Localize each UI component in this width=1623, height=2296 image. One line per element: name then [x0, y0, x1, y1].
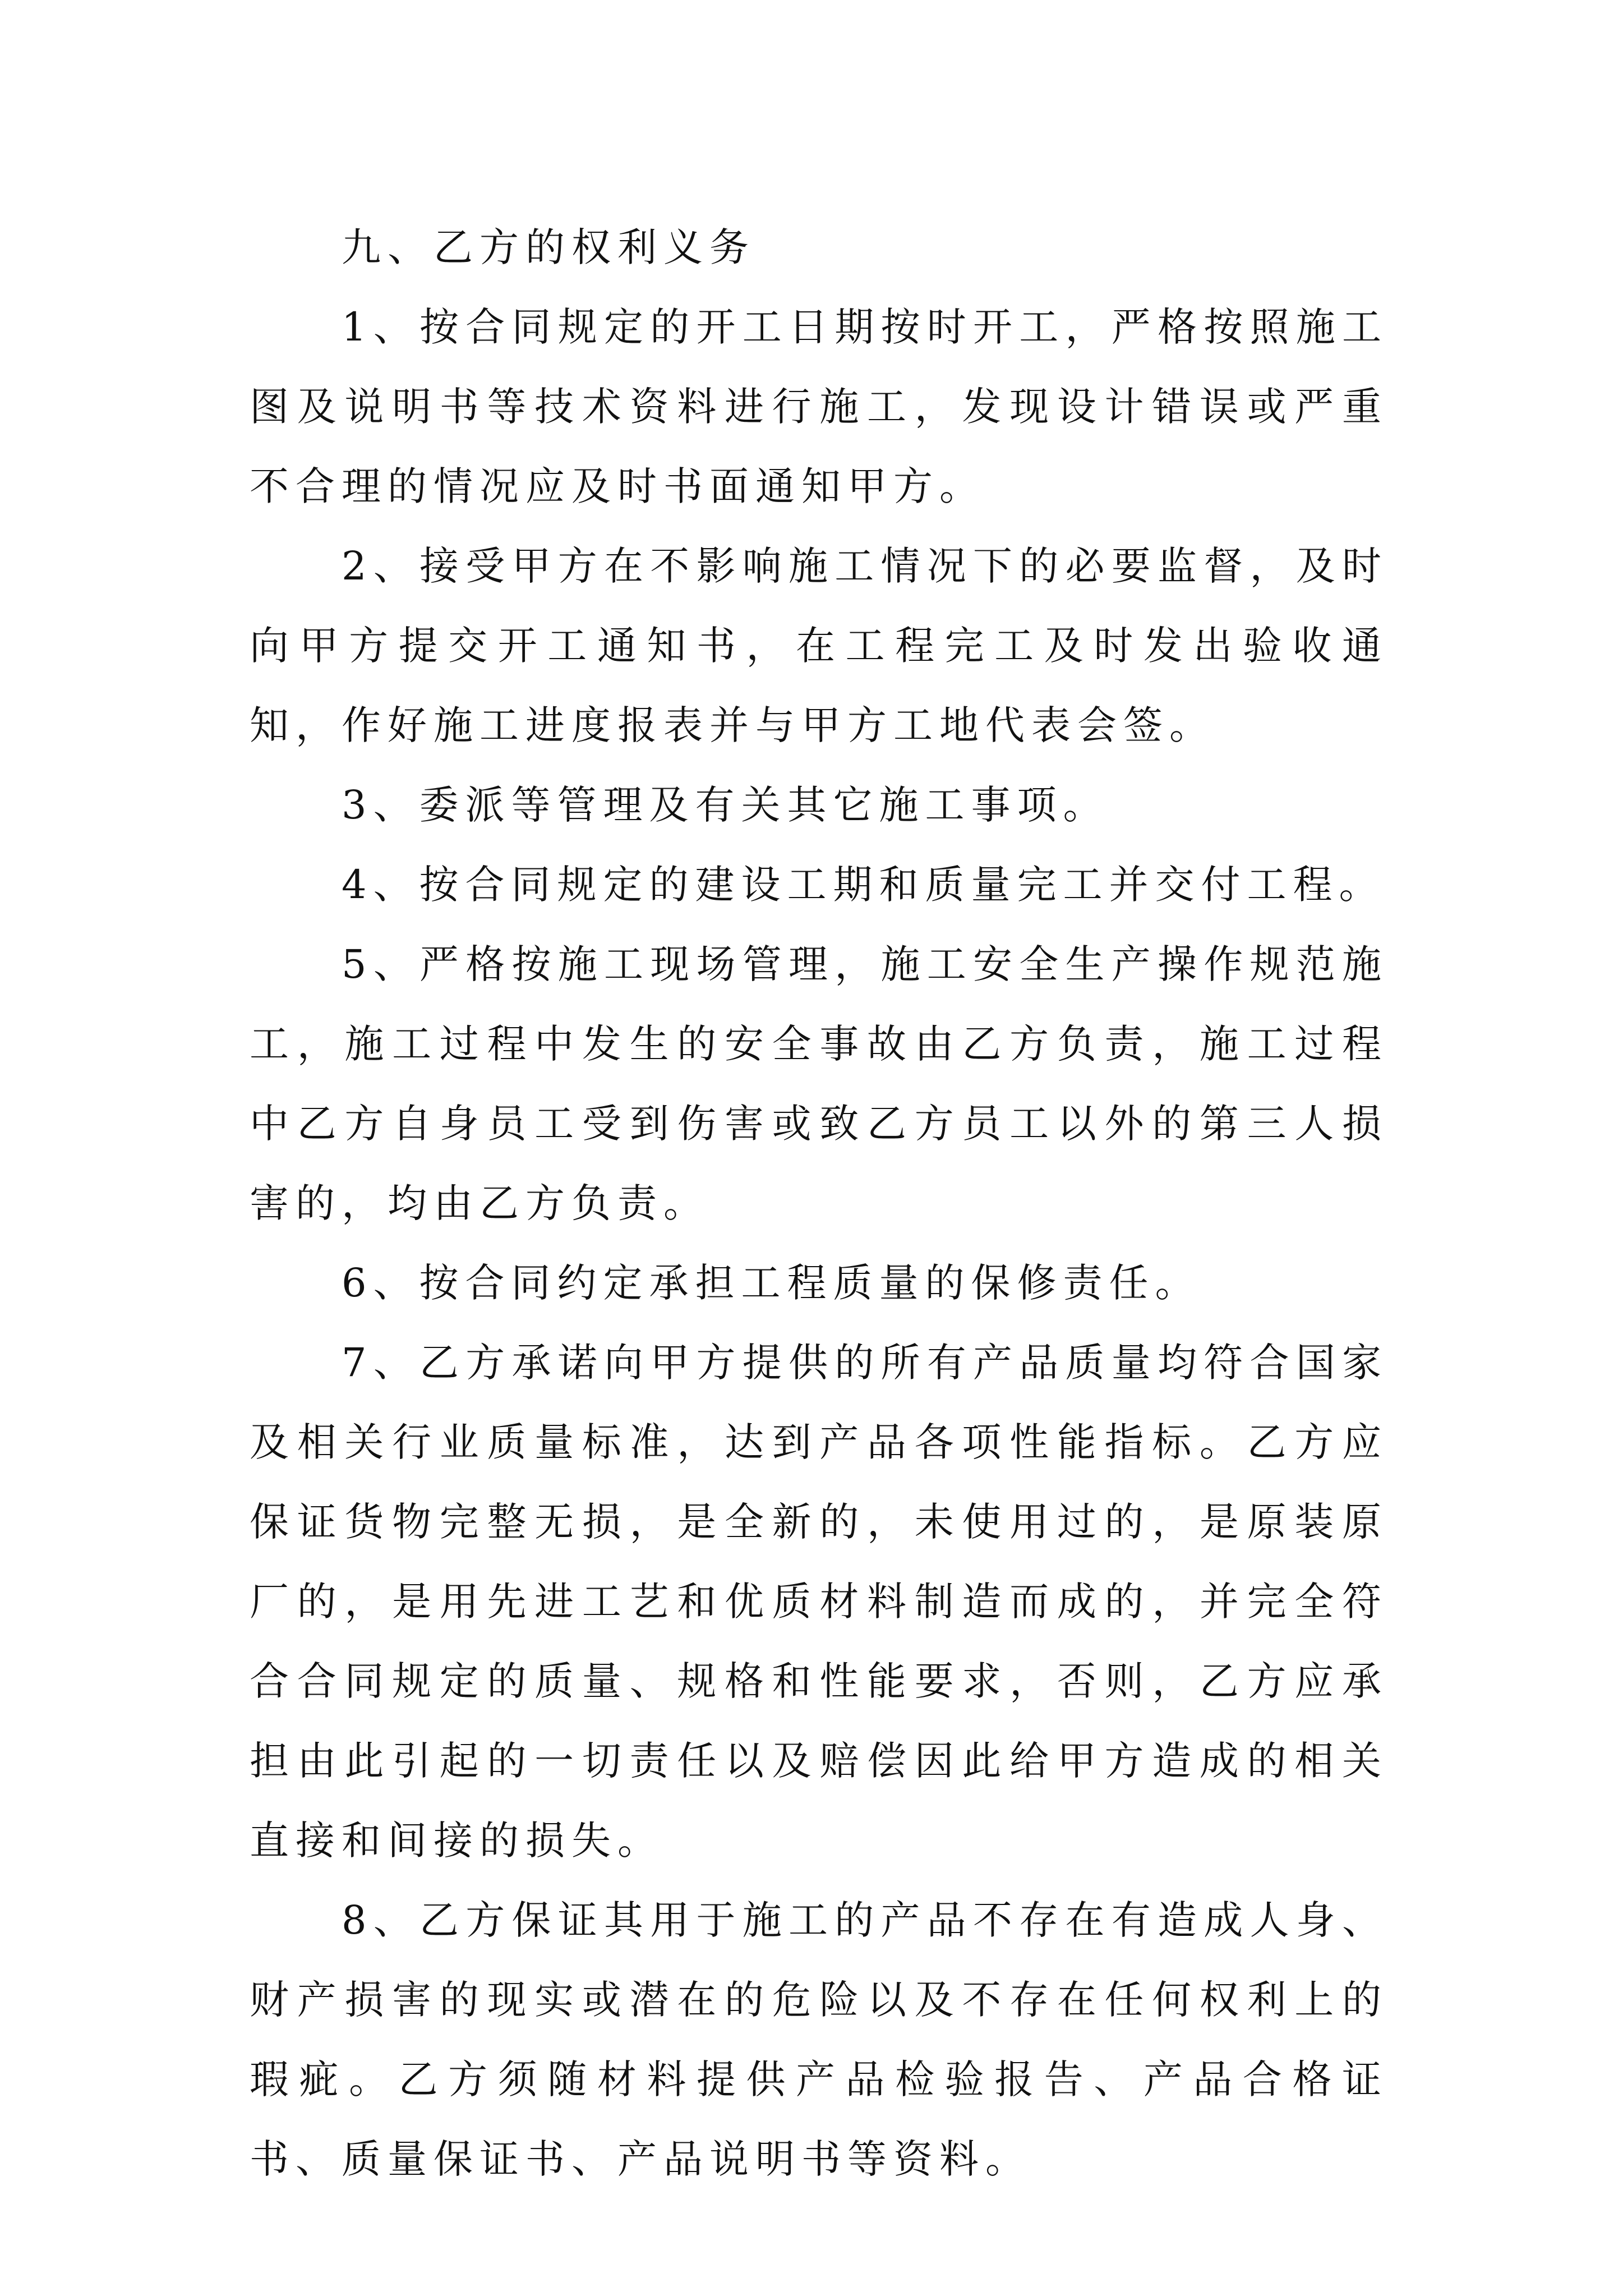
clause-2: 2、接受甲方在不影响施工情况下的必要监督，及时向甲方提交开工通知书，在工程完工及时发出验收通知，作好施工进度报表并与甲方工地代表会签。 — [250, 543, 1388, 748]
clause-3: 3、委派等管理及有关其它施工事项。 — [342, 782, 1109, 828]
clause-1: 1、按合同规定的开工日期按时开工，严格按照施工图及说明书等技术资料进行施工，发现设计错误或严重不合理的情况应及时书面通知甲方。 — [250, 304, 1388, 509]
document-body — [250, 208, 1388, 2199]
clause-7: 7、乙方承诺向甲方提供的所有产品质量均符合国家及相关行业质量标准，达到产品各项性能指标。乙方应保证货物完整无损，是全新的，未使用过的，是原装原厂的，是用先进工艺和优质材料制造而成的，并完全符合合同规定的质量、规格和性能要求，否则，乙方应承担由此引起的一切责任以及赔偿因此给甲方造成的相关直接和间接的损失。 — [250, 1340, 1388, 1864]
section-heading: 九、乙方的权利义务 — [342, 224, 755, 270]
clause-8: 8、乙方保证其用于施工的产品不存在有造成人身、财产损害的现实或潜在的危险以及不存在任何权利上的瑕疵。乙方须随材料提供产品检验报告、产品合格证书、质量保证书、产品说明书等资料。 — [250, 1897, 1388, 2182]
clause-4: 4、按合同规定的建设工期和质量完工并交付工程。 — [342, 862, 1385, 908]
clause-6: 6、按合同约定承担工程质量的保修责任。 — [342, 1260, 1201, 1306]
clause-5: 5、严格按施工现场管理，施工安全生产操作规范施工，施工过程中发生的安全事故由乙方负责，施工过程中乙方自身员工受到伤害或致乙方员工以外的第三人损害的，均由乙方负责。 — [250, 941, 1388, 1226]
